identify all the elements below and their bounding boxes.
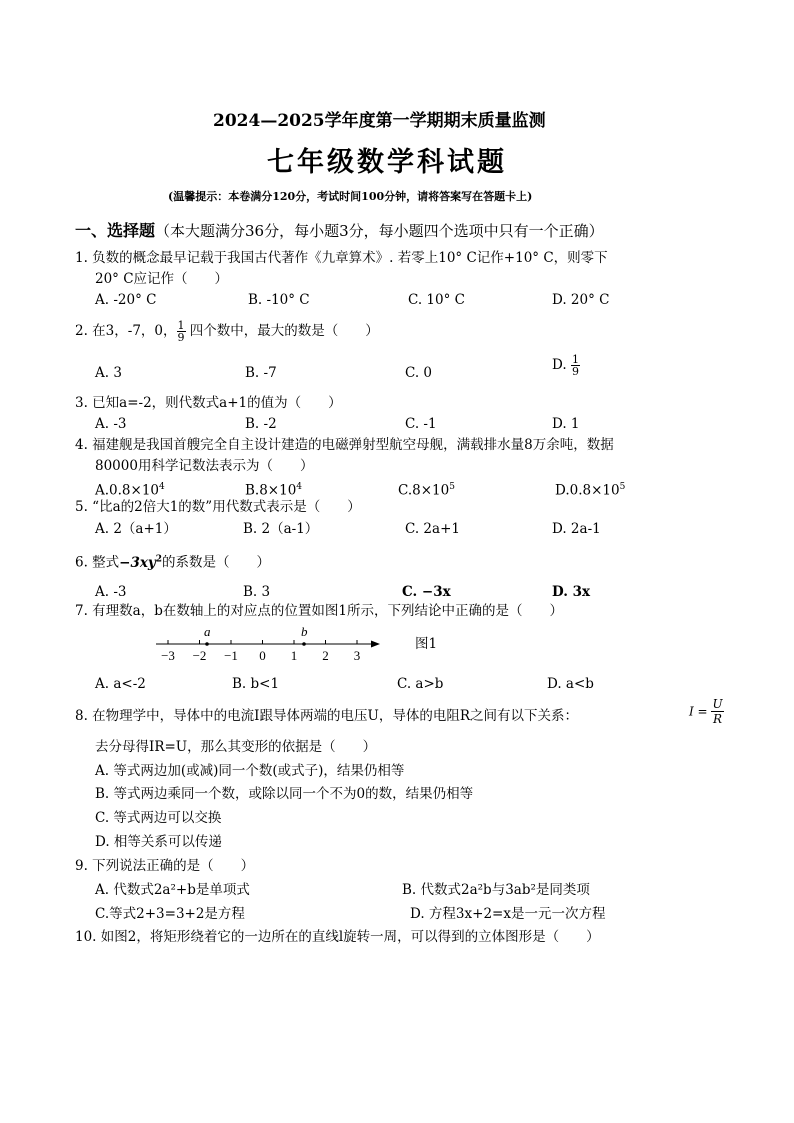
q2-stem-pre: 2. 在3，-7，0，	[75, 323, 177, 339]
q8-option-b: B. 等式两边乘同一个数，或除以同一个不为0的数，结果仍相等	[95, 786, 474, 802]
q6-stem-pre: 6. 整式	[75, 554, 120, 571]
q2-frac-den: 9	[177, 331, 185, 344]
q3-option-d: D. 1	[552, 416, 580, 432]
q9-stem: 9. 下列说法正确的是（ ）	[75, 858, 255, 874]
q8-formula-lhs: I =	[689, 704, 708, 719]
q4-c-base: C.8×10	[398, 482, 450, 499]
q1-option-b: B. -10° C	[248, 292, 310, 308]
section-heading	[75, 218, 604, 241]
number-line-tick-label: −3	[161, 648, 175, 663]
q9-option-c: C.等式2+3=3+2是方程	[95, 906, 245, 922]
number-line-tick-label: 1	[290, 648, 298, 663]
exam-title: 2024—2025学年度第一学期期末质量监测	[213, 111, 546, 131]
q6-expr: −3xy	[119, 554, 156, 571]
q4-d-base: D.0.8×10	[555, 482, 620, 499]
q6-option-d: D. 3x	[552, 584, 591, 600]
q2-d-frac-den: 9	[571, 365, 579, 378]
subject-title: 七年级数学科试题	[267, 147, 507, 178]
number-line-arrow	[371, 641, 380, 648]
q3-option-c: C. -1	[405, 416, 437, 432]
q10-stem: 10. 如图2，将矩形绕着它的一边所在的直线l旋转一周，可以得到的立体图形是（ ）	[75, 929, 600, 945]
q6-option-b: B. 3	[243, 584, 271, 600]
q2-option-d-label: D.	[552, 357, 567, 373]
q7-stem: 7. 有理数a，b在数轴上的对应点的位置如图1所示，下列结论中正确的是（ ）	[75, 603, 563, 619]
figure-1-label: 图1	[415, 636, 438, 652]
q9-option-b: B. 代数式2a²b与3ab²是同类项	[402, 882, 590, 898]
point-b-label: b	[301, 624, 308, 639]
point-a-dot	[205, 642, 209, 646]
point-a-label: a	[204, 624, 211, 639]
exam-tip: (温馨提示：本卷满分120分，考试时间100分钟，请将答案写在答题卡上)	[168, 190, 533, 203]
number-line-tick-label: −1	[224, 648, 238, 663]
q1-option-d: D. 20° C	[552, 292, 610, 308]
q8-option-d: D. 相等关系可以传递	[95, 834, 222, 850]
q5-option-b: B. 2（a-1）	[243, 521, 319, 537]
q5-option-c: C. 2a+1	[405, 521, 460, 537]
q2-d-frac-num: 1	[571, 353, 579, 366]
q2-option-d-fraction	[571, 354, 580, 377]
q4-a-base: A.0.8×10	[95, 482, 159, 499]
q1-stem-line2: 20° C应记作（ ）	[95, 271, 229, 287]
q8-option-a: A. 等式两边加(或减)同一个数(或式子)，结果仍相等	[95, 763, 405, 779]
q4-a-exp: 4	[159, 482, 165, 492]
q5-stem: 5. “比a的2倍大1的数”用代数式表示是（ ）	[75, 499, 361, 515]
q6-option-a: A. -3	[95, 584, 127, 600]
q4-b-base: B.8×10	[245, 482, 297, 499]
q8-formula-fraction	[711, 697, 723, 726]
q6-expr-exp: 2	[155, 554, 163, 564]
number-line-tick-label: −2	[192, 648, 207, 663]
q4-d-exp: 5	[619, 482, 626, 492]
q2-option-d	[552, 354, 580, 377]
q4-stem-line2: 80000用科学记数法表示为（ ）	[95, 458, 314, 474]
number-line-tick-label: 0	[259, 648, 266, 663]
q1-option-a: A. -20° C	[95, 292, 157, 308]
q3-stem: 3. 已知a=-2，则代数式a+1的值为（ ）	[75, 395, 342, 411]
q9-option-a: A. 代数式2a²+b是单项式	[95, 882, 250, 898]
q4-stem-line1: 4. 福建舰是我国首艘完全自主设计建造的电磁弹射型航空母舰，满载排水量8万余吨，数据	[75, 437, 614, 453]
q7-option-d: D. a<b	[547, 676, 594, 692]
q4-b-exp: 4	[296, 482, 303, 492]
q2-stem-post: 四个数中，最大的数是（ ）	[185, 323, 379, 339]
q2-option-b: B. -7	[245, 365, 277, 381]
q2-stem	[75, 320, 379, 343]
q8-formula	[689, 697, 724, 726]
q7-option-a: A. a<-2	[95, 676, 146, 692]
q9-option-d: D. 方程3x+2=x是一元一次方程	[410, 906, 606, 922]
q8-stem-line2: 去分母得IR=U，那么其变形的依据是（ ）	[95, 739, 377, 755]
q8-formula-den: R	[712, 712, 723, 726]
q1-option-c: C. 10° C	[408, 292, 465, 308]
q7-option-b: B. b<1	[232, 676, 280, 692]
q6-option-c: C. −3x	[402, 584, 451, 600]
q4-c-exp: 5	[449, 482, 455, 492]
q6-stem	[75, 549, 270, 573]
q8-stem-line1: 8. 在物理学中，导体中的电流I跟导体两端的电压U，导体的电阻R之间有以下关系：	[75, 708, 579, 724]
q4-option-c	[398, 477, 455, 501]
q8-formula-num: U	[712, 697, 723, 711]
number-line-figure	[150, 622, 390, 668]
point-b-dot	[302, 642, 306, 646]
number-line-tick-label: 2	[322, 648, 329, 663]
number-line-tick-label: 3	[353, 648, 361, 663]
q3-option-a: A. -3	[95, 416, 127, 432]
q5-option-a: A. 2（a+1）	[95, 521, 177, 537]
q2-option-a: A. 3	[95, 365, 122, 381]
q2-frac-num: 1	[177, 319, 185, 332]
q2-option-c: C. 0	[405, 365, 433, 381]
section-title: 一、选择题	[75, 221, 156, 240]
q4-option-d	[555, 477, 625, 501]
q5-option-d: D. 2a-1	[552, 521, 601, 537]
q8-option-c: C. 等式两边可以交换	[95, 810, 222, 826]
q3-option-b: B. -2	[245, 416, 277, 432]
q2-fraction	[177, 320, 186, 343]
q6-stem-post: 的系数是（ ）	[162, 554, 271, 571]
section-note: （本大题满分36分，每小题3分，每小题四个选项中只有一个正确）	[155, 222, 604, 240]
q7-option-c: C. a>b	[397, 676, 444, 692]
q1-stem-line1: 1. 负数的概念最早记载于我国古代著作《九章算术》. 若零上10° C记作+10° C，则零下	[75, 250, 608, 266]
